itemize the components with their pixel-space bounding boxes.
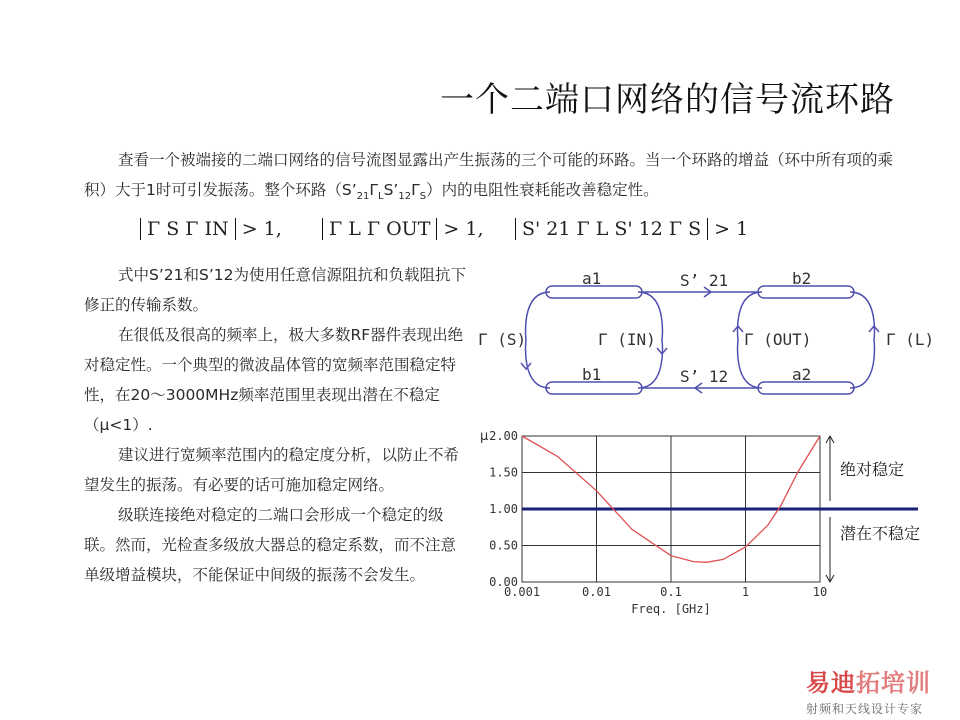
y-tick-label: 1.50 xyxy=(489,465,518,480)
equation-source-loop xyxy=(140,218,282,240)
equation-body: Γ S Γ IN xyxy=(140,218,236,240)
annotation-potentially-unstable: 潜在不稳定 xyxy=(840,524,921,543)
y-tick-label: 1.00 xyxy=(489,502,518,516)
intro-paragraph: 查看一个被端接的二端口网络的信号流图显露出产生振荡的三个可能的环路。当一个环路的增益（环中所有项的乘积）大于1时可引发振荡。整个环路$(S’_{21}\Gamma_LS’_{12}\Gamma_S)$内的电阻性衰耗能改善稳定性。 xyxy=(84,151,894,203)
paragraph: 在很低及很高的频率上，极大多数RF器件表现出绝对稳定性。一个典型的微波晶体管的宽频率范围稳定特性，在20～3000MHz频率范围里表现出潜在不稳定（μ<1）. xyxy=(84,326,464,434)
s12-label: S’ 12 xyxy=(680,367,729,386)
a1-label: a1 xyxy=(582,270,602,288)
watermark-main-a: 易迪 xyxy=(806,669,856,697)
equation-body: S' 21 Γ L S' 12 Γ S xyxy=(515,218,708,240)
stability-chart xyxy=(478,422,948,622)
y-axis-label: μ xyxy=(480,429,489,444)
watermark-subtitle: 射频和天线设计专家 xyxy=(806,702,924,716)
equation-rhs: > 1, xyxy=(443,218,484,240)
a2-label: a2 xyxy=(792,365,812,384)
s21-label: S’ 21 xyxy=(680,271,729,290)
equation-load-loop xyxy=(322,218,484,240)
equation-rhs: > 1 xyxy=(714,218,749,240)
x-tick-label: 1 xyxy=(741,585,750,599)
x-tick-label: 0.1 xyxy=(660,585,682,599)
signal-flow-diagram xyxy=(478,270,958,410)
x-tick-label: 10 xyxy=(812,585,828,599)
left-loop-left-arc xyxy=(526,292,550,388)
y-tick-label: 0.50 xyxy=(489,538,518,553)
x-axis-label: Freq. [GHz] xyxy=(631,602,711,616)
gamma-out-label: Γ (OUT) xyxy=(744,330,812,349)
watermark-logo xyxy=(806,663,931,717)
y-tick-label: 2.00 xyxy=(489,429,518,443)
annotation-stable: 绝对稳定 xyxy=(840,460,905,479)
paragraph: 建议进行宽频率范围内的稳定度分析，以防止不希望发生的振荡。有必要的话可施加稳定网络。 xyxy=(84,446,460,494)
b1-label: b1 xyxy=(582,365,602,384)
watermark-main-b: 拓培训 xyxy=(856,669,931,697)
right-loop-right-arc xyxy=(850,292,874,388)
left-column xyxy=(84,260,469,590)
b2-label: b2 xyxy=(792,270,812,288)
x-tick-label: 0.01 xyxy=(582,585,611,599)
gamma-l-label: Γ (L) xyxy=(886,330,935,349)
gamma-in-label: Γ (IN) xyxy=(598,330,656,349)
x-tick-label: 0.001 xyxy=(503,585,541,599)
page-title: 一个二端口网络的信号流环路 xyxy=(440,80,895,120)
equation-rhs: > 1, xyxy=(241,218,282,240)
y-tick-label: 0.00 xyxy=(489,575,518,589)
equation-full-loop xyxy=(515,218,748,240)
equation-body: Γ L Γ OUT xyxy=(322,218,437,240)
paragraph: 级联连接绝对稳定的二端口会形成一个稳定的级联。然而，光检查多级放大器总的稳定系数，而不注意单级增益模块，不能保证中间级的振荡不会发生。 xyxy=(84,506,457,584)
paragraph: 式中S’21和S’12为使用任意信源阻抗和负载阻抗下修正的传输系数。 xyxy=(84,266,466,314)
gamma-s-label: Γ (S) xyxy=(478,330,527,349)
